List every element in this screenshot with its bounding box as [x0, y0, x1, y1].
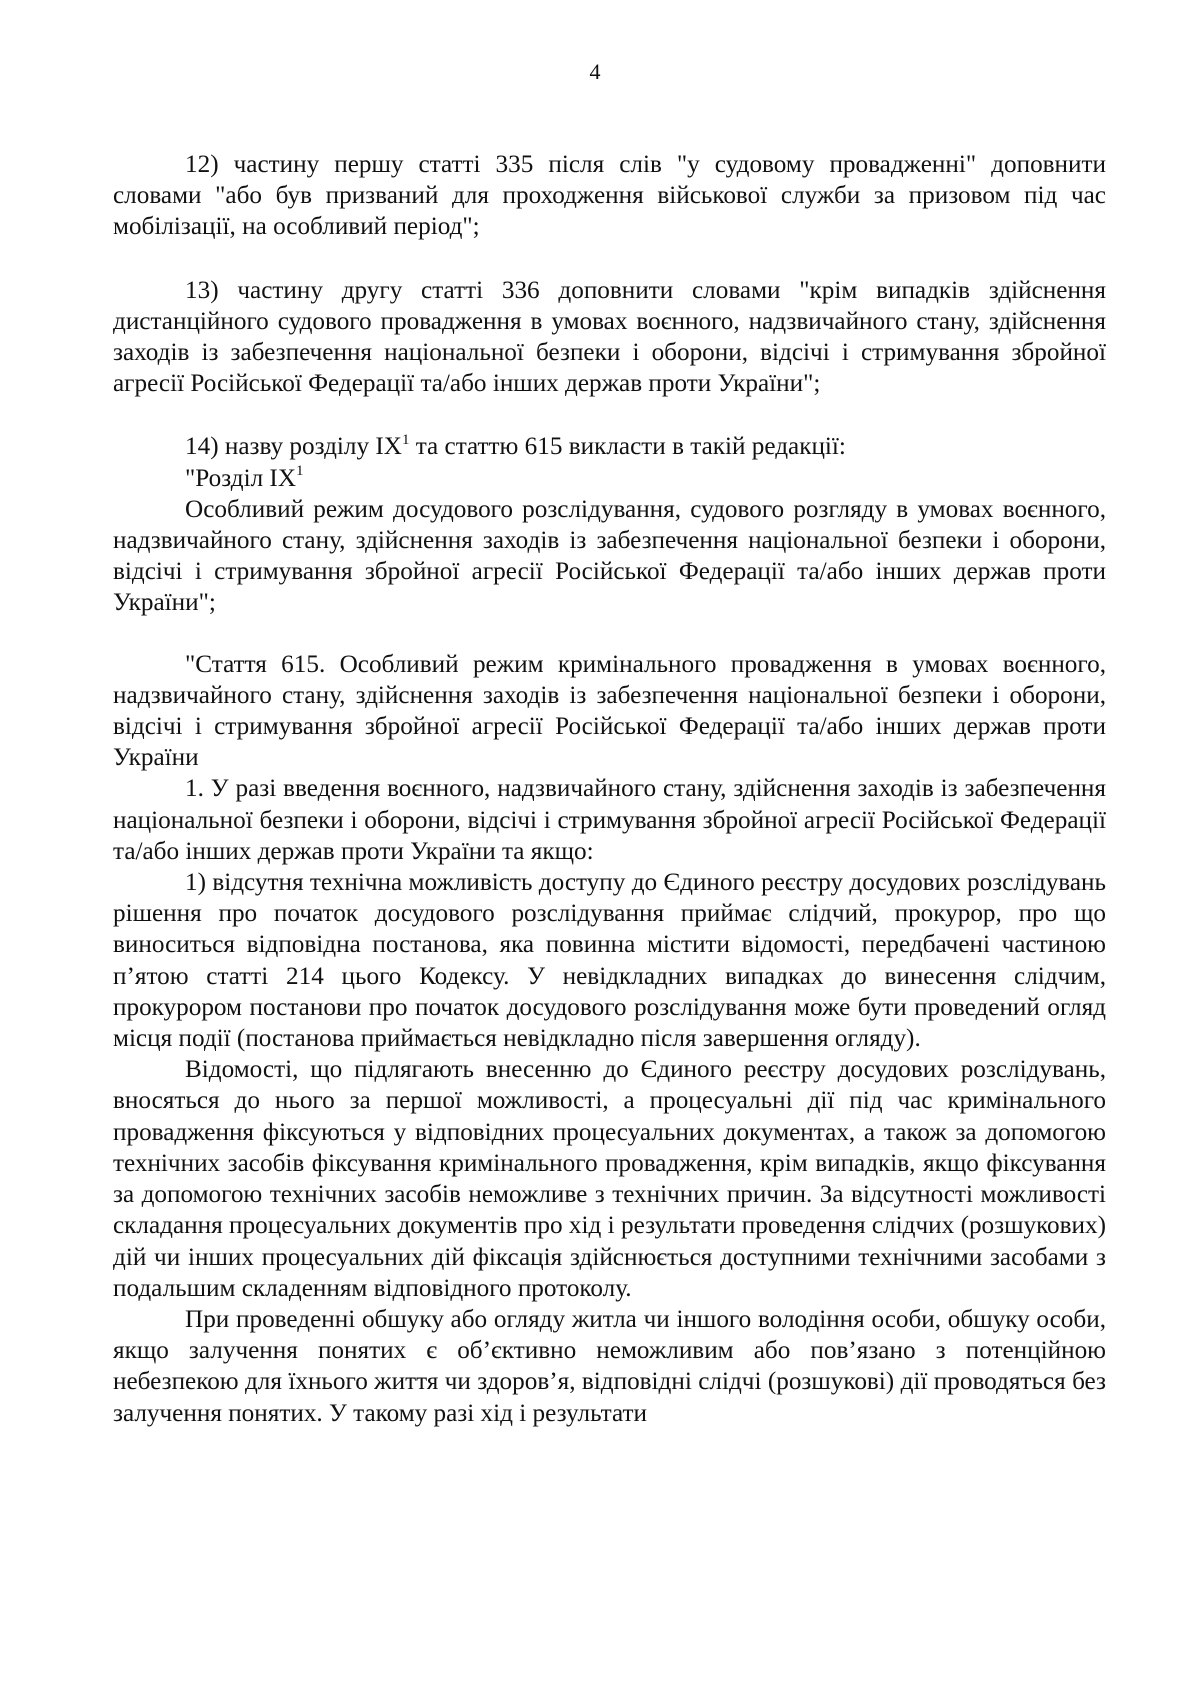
records-paragraph: Відомості, що підлягають внесенню до Єдиного реєстру досудових розслідувань, вносяться до нього за першої можливості, а процесуальні дії під час кримінального провадження фіксуються у відповідних процесуальних документах, а також за допомогою технічних засобів фіксування кримінального провадження, крім випадків, якщо фіксування за допомогою технічних засобів неможливе з технічних причин. За відсутності можливості складання процесуальних документів про хід і результати проведення слідчих (розшукових) дій чи інших процесуальних дій фіксація здійснюється доступними технічними засобами з подальшим складенням відповідного протоколу.	[113, 1056, 1106, 1302]
amendment-item-13: 13) частину другу статті 336 доповнити словами "крім випадків здійснення дистанційного судового провадження в умовах воєнного, надзвичайного стану, здійснення заходів із забезпечення національної безпеки і оборони, відсічі і стримування збройної агресії Російської Федерації та/або інших держав проти України";	[113, 276, 1106, 398]
section-heading	[113, 463, 1106, 494]
document-body	[113, 149, 1106, 1429]
amendment-item-14-text-end: та статтю 615 викласти в такій редакції:	[409, 433, 846, 461]
search-paragraph: При проведенні обшуку або огляду житла чи іншого володіння особи, обшуку особи, якщо залучення понятих є об’єктивно неможливим або пов’язано з потенційною небезпекою для їхнього життя чи здоров’я, відповідні слідчі (розшукові) дії проводяться без залучення понятих. У такому разі хід і результати	[113, 1305, 1106, 1427]
article-part-1: 1. У разі введення воєнного, надзвичайного стану, здійснення заходів із забезпечення національної безпеки і оборони, відсічі і стримування збройної агресії Російської Федерації та/або інших держав проти України та якщо:	[113, 775, 1106, 865]
page-number: 4	[589, 59, 601, 84]
amendment-item-14	[113, 431, 1106, 462]
section-heading-text: "Розділ IX	[185, 464, 297, 492]
section-heading-superscript: 1	[296, 463, 304, 480]
amendment-item-12: 12) частину першу статті 335 після слів "у судовому провадженні" доповнити словами "або був призваний для проходження військової служби за призовом під час мобілізації, на особливий період";	[113, 151, 1106, 241]
amendment-item-14-text-start: 14) назву розділу IX	[185, 433, 402, 461]
section-title: Особливий режим досудового розслідування, судового розгляду в умовах воєнного, надзвичайного стану, здійснення заходів із забезпечення національної безпеки і оборони, відсічі і стримування збройної агресії Російської Федерації та/або інших держав проти України";	[113, 495, 1106, 617]
article-subpoint-1: 1) відсутня технічна можливість доступу до Єдиного реєстру досудових розслідувань рішення про початок досудового розслідування приймає слідчий, прокурор, про що виноситься відповідна постанова, яка повинна містити відомості, передбачені частиною п’ятою статті 214 цього Кодексу. У невідкладних випадках до винесення слідчим, прокурором постанови про початок досудового розслідування може бути проведений огляд місця події (постанова приймається невідкладно після завершення огляду).	[113, 869, 1106, 1053]
superscript-marker: 1	[401, 432, 410, 449]
article-title: "Стаття 615. Особливий режим кримінального провадження в умовах воєнного, надзвичайного стану, здійснення заходів із забезпечення національної безпеки і оборони, відсічі і стримування збройної агресії Російської Федерації та/або інших держав проти України	[113, 650, 1106, 772]
